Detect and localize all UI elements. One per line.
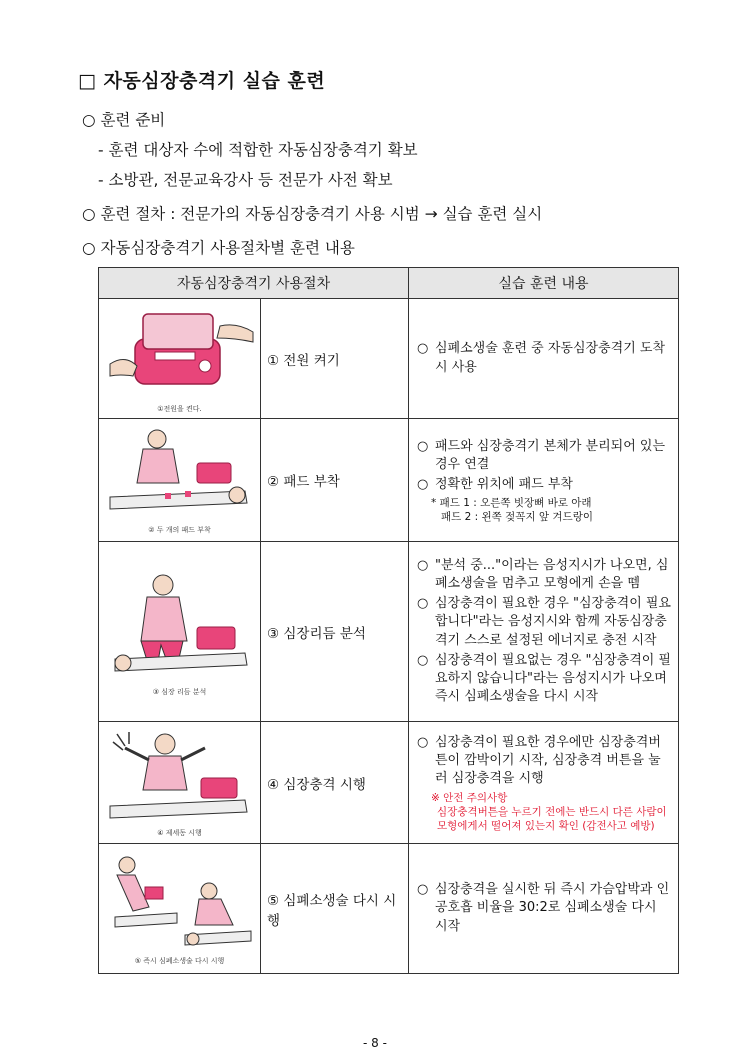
bullet-mark: ○ [417, 652, 429, 668]
training-bullet: 심장충격을 실시한 뒤 즉시 가슴압박과 인공호흡 비율을 30:2로 심폐소생술 다시 시작 [435, 882, 670, 934]
training-content [409, 419, 679, 542]
prep-heading: ○ 훈련 준비 [82, 111, 166, 129]
training-bullet: 심장충격이 필요한 경우 "심장충격이 필요 합니다"라는 음성지시와 함께 자동심장충격기 스스로 설정된 에너지로 충전 시작 [435, 596, 671, 648]
safety-warning-title: ※ 안전 주의사항 [431, 791, 508, 804]
cpr-resume-icon [105, 851, 255, 956]
illustration-rhythm-analysis [99, 542, 261, 722]
pad-attach-icon [105, 425, 255, 525]
illustration-power-on [99, 299, 261, 419]
table-row [99, 844, 679, 974]
illustration-resume-cpr [99, 844, 261, 974]
prep-item: - 훈련 대상자 수에 적합한 자동심장충격기 확보 [98, 141, 418, 159]
rhythm-analysis-icon [105, 567, 255, 687]
training-content [409, 299, 679, 419]
table-header-row [99, 268, 679, 299]
illustration-shock [99, 722, 261, 844]
pad-note [431, 496, 672, 524]
step-label: ④ 심장충격 시행 [261, 722, 409, 844]
training-bullet: 패드와 심장충격기 본체가 분리되어 있는 경우 연결 [435, 438, 666, 472]
table-row [99, 542, 679, 722]
bullet-mark: ○ [417, 596, 429, 612]
table-row [99, 722, 679, 844]
step-label: ② 패드 부착 [261, 419, 409, 542]
table-row [99, 419, 679, 542]
training-content [409, 844, 679, 974]
page-number: - 8 - [363, 1036, 387, 1050]
prep-item: - 소방관, 전문교육강사 등 전문가 사전 확보 [98, 171, 393, 189]
header-training: 실습 훈련 내용 [409, 268, 679, 299]
training-content [409, 722, 679, 844]
header-procedure: 자동심장충격기 사용절차 [99, 268, 409, 299]
step-label: ③ 심장리듬 분석 [261, 542, 409, 722]
bullet-mark: ○ [417, 476, 429, 492]
illustration-caption: ①전원을 켠다. [157, 404, 202, 413]
training-bullet: 심장충격이 필요없는 경우 "심장충격이 필요하지 않습니다"라는 음성지시가 나오며 즉시 심폐소생술을 다시 시작 [435, 652, 671, 705]
step-label: ⑤ 심폐소생술 다시 시행 [261, 844, 409, 974]
bullet-mark: ○ [417, 734, 429, 750]
illustration-caption: ② 두 개의 패드 부착 [148, 526, 211, 534]
table-row [99, 299, 679, 419]
bullet-mark: ○ [417, 341, 429, 357]
training-bullet: 심장충격이 필요한 경우에만 심장충격버튼이 깜박이기 시작, 심장충격 버튼을 눌러 심장충격을 시행 [435, 734, 661, 787]
shock-delivery-icon [105, 728, 255, 828]
bullet-mark: ○ [417, 882, 429, 898]
illustration-attach-pads [99, 419, 261, 542]
illustration-caption: ③ 심장 리듬 분석 [152, 687, 207, 696]
illustration-caption: ④ 제세동 시행 [157, 828, 202, 837]
step-label: ① 전원 켜기 [261, 299, 409, 419]
note-star: * [431, 497, 437, 510]
pad-note-2: 패드 2 : 왼쪽 젖꼭지 앞 겨드랑이 [441, 511, 593, 524]
illustration-caption: ⑤ 즉시 심폐소생술 다시 시행 [134, 957, 225, 965]
page-title: □ 자동심장충격기 실습 훈련 [78, 70, 326, 92]
content-heading: ○ 자동심장충격기 사용절차별 훈련 내용 [82, 239, 355, 257]
pad-note-1: 패드 1 : 오른쪽 빗장뼈 바로 아래 [439, 497, 592, 510]
procedure-line: ○ 훈련 절차 : 전문가의 자동심장충격기 사용 시범 → 실습 훈련 실시 [82, 205, 543, 223]
aed-device-icon [105, 304, 255, 404]
training-bullet: 심폐소생술 훈련 중 자동심장충격기 도착 시 사용 [435, 341, 666, 375]
training-bullet: 정확한 위치에 패드 부착 [435, 476, 573, 492]
bullet-mark: ○ [417, 557, 429, 573]
training-content [409, 542, 679, 722]
training-bullet: "분석 중..."이라는 음성지시가 나오면, 심폐소생술을 멈추고 모형에게 손을 뗌 [435, 557, 669, 591]
aed-procedure-table [98, 267, 679, 974]
bullet-mark: ○ [417, 438, 429, 454]
safety-warning-body: 심장충격버튼을 누르기 전에는 반드시 다른 사람이 모형에게서 떨어져 있는지 확인 (감전사고 예방) [437, 805, 667, 832]
